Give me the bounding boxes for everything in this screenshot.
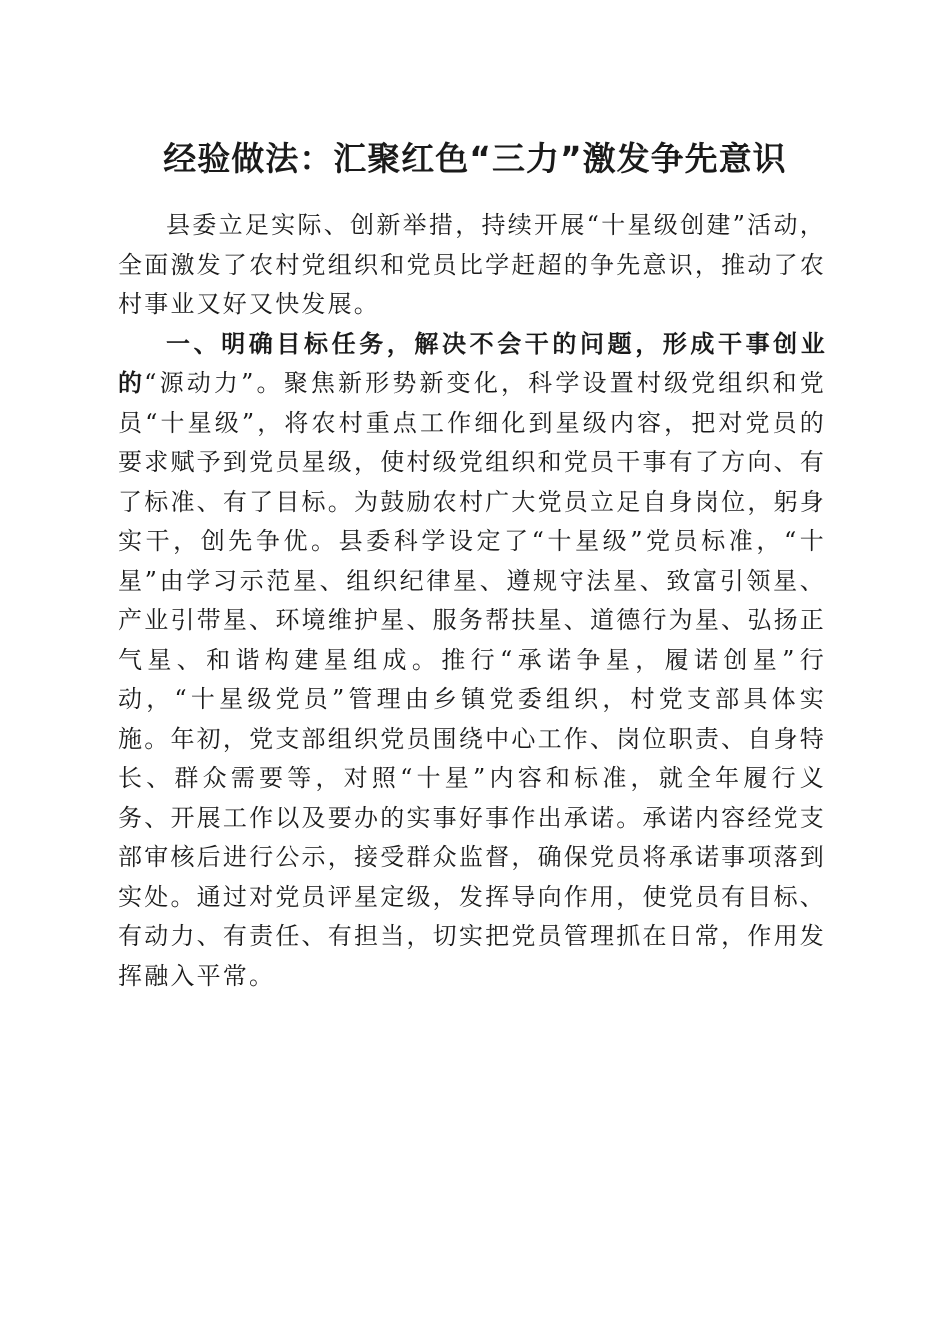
- document-title: 经验做法：汇聚红色“三力”激发争先意识: [163, 139, 787, 178]
- section-1-body: “源动力”。聚焦新形势新变化，科学设置村级党组织和党员“十星级”，将农村重点工作细化到星级内容，把对党员的要求赋予到党员星级，使村级党组织和党员干事有了方向、有了标准、有了目标。为鼓励农村广大党员立足自身岗位，躬身实干，创先争优。县委科学设定了“十星级”党员标准，“十星”由学习示范星、组织纪律星、遵规守法星、致富引领星、产业引带星、环境维护星、服务帮扶星、道德行为星、弘扬正气星、和谐构建星组成。推行“承诺争星，履诺创星”行动，“十星级党员”管理由乡镇党委组织，村党支部具体实施。年初，党支部组织党员围绕中心工作、岗位职责、自身特长、群众需要等，对照“十星”内容和标准，就全年履行义务、开展工作以及要办的实事好事作出承诺。承诺内容经党支部审核后进行公示，接受群众监督，确保党员将承诺事项落到实处。通过对党员评星定级，发挥导向作用，使党员有目标、有动力、有责任、有担当，切实把党员管理抓在日常，作用发挥融入平常。: [118, 369, 826, 990]
- section-1-heading: 一、明确目标任务，解决不会干的问题，形成干事创业的: [118, 329, 826, 397]
- section-1-paragraph: [118, 325, 826, 997]
- intro-paragraph: 县委立足实际、创新举措，持续开展“十星级创建”活动，全面激发了农村党组织和党员比学赶超的争先意识，推动了农村事业又好又快发展。: [118, 211, 826, 318]
- document-body: [118, 206, 826, 996]
